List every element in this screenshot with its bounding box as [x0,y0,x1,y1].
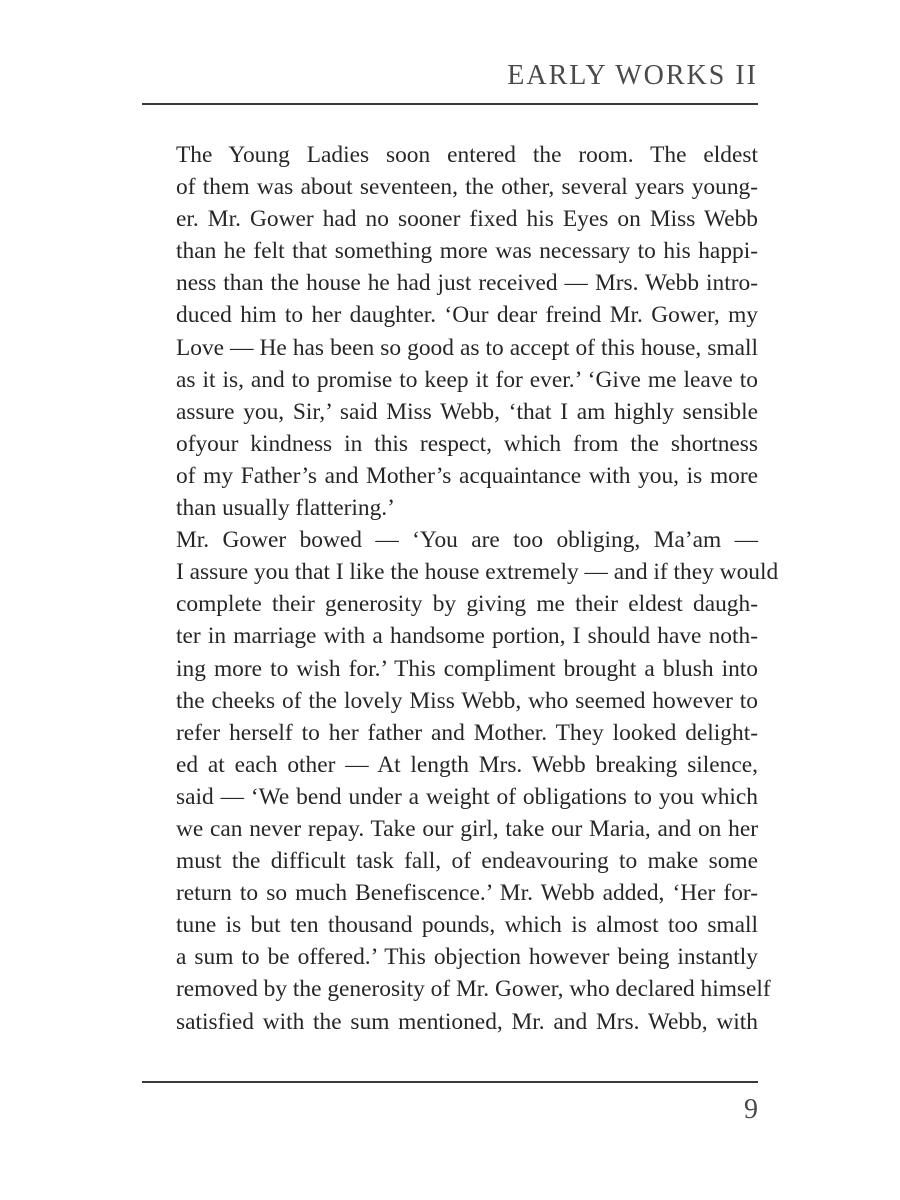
text-line: must the difficult task fall, of endeavouring to make some [176,848,758,875]
body-text [142,139,779,1038]
text-line: return to so much Benefiscence.’ Mr. Webb added, ‘Her for- [176,880,758,907]
text-line: ness than the house he had just received — Mrs. Webb intro- [176,270,758,297]
text-line: ed at each other — At length Mrs. Webb breaking silence, [176,751,758,778]
page-number: 9 [744,1094,758,1125]
running-head: EARLY WORKS II [507,60,758,91]
text-line: ter in marriage with a handsome portion, I should have noth- [176,623,758,650]
text-line: The Young Ladies soon entered the room. The eldest [176,142,758,168]
text-line: of them was about seventeen, the other, several years young- [176,174,758,201]
text-line: refer herself to her father and Mother. They looked delight- [176,719,758,746]
text-line: ofyour kindness in this respect, which from the shortness [176,430,758,457]
footer-rule [142,1081,758,1083]
text-line: removed by the generosity of Mr. Gower, who declared himself [176,976,771,1003]
text-line: assure you, Sir,’ said Miss Webb, ‘that I am highly sensible [176,398,758,425]
text-line: a sum to be offered.’ This objection however being instantly [176,944,758,971]
header-rule [142,103,758,105]
text-line: complete their generosity by giving me their eldest daugh- [176,591,758,618]
text-line: of my Father’s and Mother’s acquaintance with you, is more [176,462,758,489]
text-line: I assure you that I like the house extremely — and if they would [176,559,779,586]
text-line: satisfied with the sum mentioned, Mr. and Mrs. Webb, with [176,1008,758,1035]
text-line: ing more to wish for.’ This compliment brought a blush into [176,655,758,682]
text-line: we can never repay. Take our girl, take our Maria, and on her [176,815,758,842]
text-line: the cheeks of the lovely Miss Webb, who seemed however to [176,687,758,714]
paragraph [142,139,758,524]
text-line: than he felt that something more was necessary to his happi- [176,238,758,265]
text-line: Love — He has been so good as to accept of this house, small [176,334,758,361]
paragraph [142,524,779,1038]
text-line: said — ‘We bend under a weight of obligations to you which [176,783,758,810]
text-line: than usually flattering.’ [176,495,395,522]
text-line: tune is but ten thousand pounds, which is almost too small [176,912,758,939]
text-line: duced him to her daughter. ‘Our dear freind Mr. Gower, my [176,302,758,329]
text-line: as it is, and to promise to keep it for ever.’ ‘Give me leave to [176,366,758,393]
text-line: er. Mr. Gower had no sooner fixed his Eyes on Miss Webb [176,206,758,233]
text-line: Mr. Gower bowed — ‘You are too obliging, Ma’am — [176,527,758,554]
